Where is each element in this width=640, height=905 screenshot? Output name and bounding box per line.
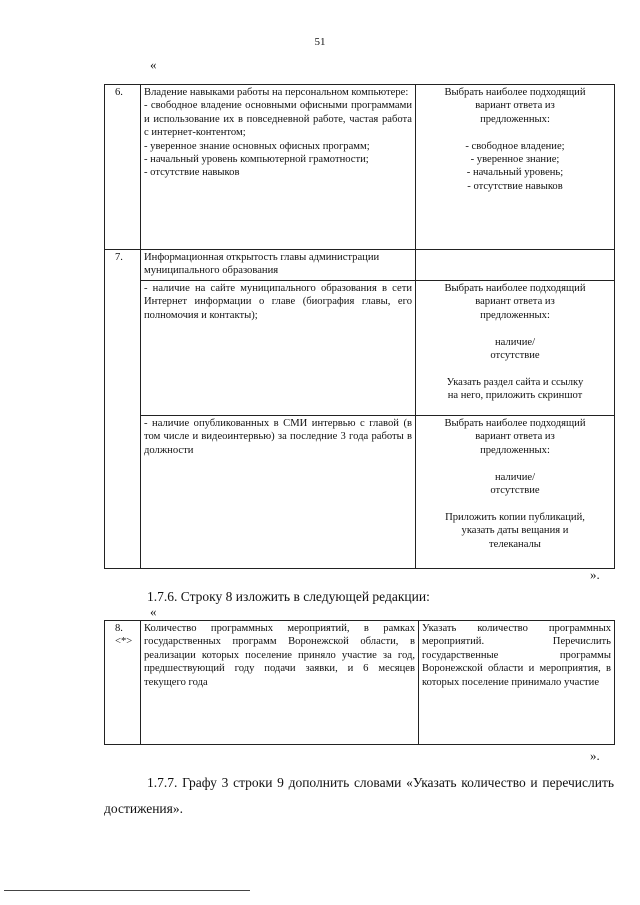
- row-7-sub-2-line: Выбрать наиболее подходящий: [444, 418, 586, 429]
- row-7-sub-1-line: предложенных:: [480, 309, 550, 321]
- row-7-sub-2-instruction: [416, 416, 615, 569]
- row-6-instruction-line: предложенных:: [480, 113, 550, 125]
- spacer: [419, 322, 611, 335]
- table-row-8: [105, 621, 615, 745]
- row-8-footnote-mark: <*>: [115, 636, 133, 648]
- table-row-7-sub-1: [105, 281, 615, 416]
- row-6-instruction-line: вариант ответа из: [475, 100, 555, 112]
- row-8-number-text: 8.: [115, 623, 123, 634]
- row-7-sub-2-line: телеканалы: [489, 538, 541, 550]
- row-6-instruction: [416, 85, 615, 250]
- table-row-6: [105, 85, 615, 250]
- paragraph-1-7-7: 1.7.7. Графу 3 строки 9 дополнить словами «Указать количество и перечислить достижения».: [104, 775, 614, 816]
- paragraph-1-7-6: 1.7.6. Строку 8 изложить в следующей редакции:: [147, 589, 430, 604]
- row-7-sub-2-line: указать даты вещания и: [461, 525, 569, 537]
- row-7-sub-2-line: отсутствие: [490, 485, 540, 497]
- row-6-criterion-line: - отсутствие навыков: [144, 167, 240, 179]
- row-7-sub-2-criterion: - наличие опубликованных в СМИ интервью с главой (в том числе и видеоинтервью) за последние 3 года работы в должности: [141, 416, 416, 569]
- row-6-criterion: [141, 85, 416, 250]
- open-quote-1: «: [150, 57, 157, 72]
- row-7-sub-1-line: вариант ответа из: [475, 296, 555, 308]
- row-6-option: - начальный уровень;: [466, 167, 564, 179]
- row-6-criterion-line: - начальный уровень компьютерной грамотности;: [144, 154, 369, 166]
- footnote-separator: [4, 890, 250, 891]
- row-8-number: [105, 621, 141, 745]
- row-7-sub-1-line: на него, приложить скриншот: [447, 390, 583, 402]
- row-7-sub-1-line: Указать раздел сайта и ссылку: [446, 376, 584, 388]
- row-6-criterion-line: - уверенное знание основных офисных программ;: [144, 140, 370, 152]
- row-6-number: 6.: [105, 85, 141, 250]
- row-7-sub-1-criterion: - наличие на сайте муниципального образования в сети Интернет информации о главе (биография главы, его полномочия и контакты);: [141, 281, 416, 416]
- row-7-sub-2-line: предложенных:: [480, 444, 550, 456]
- criteria-table-1: [104, 84, 615, 569]
- table-row-7-sub-2: [105, 416, 615, 569]
- row-6-option: - отсутствие навыков: [467, 180, 563, 192]
- row-7-header-empty: [416, 250, 615, 281]
- row-7-sub-1-line: отсутствие: [490, 350, 540, 362]
- row-7-sub-1-line: Выбрать наиболее подходящий: [444, 283, 586, 294]
- spacer: [419, 126, 611, 139]
- row-6-instruction-line: Выбрать наиболее подходящий: [444, 87, 586, 98]
- row-7-number: 7.: [105, 250, 141, 569]
- spacer: [419, 497, 611, 510]
- row-7-sub-1-instruction: [416, 281, 615, 416]
- spacer: [419, 457, 611, 470]
- criteria-table-2: [104, 620, 615, 745]
- row-7-sub-2-line: Приложить копии публикаций,: [445, 511, 585, 523]
- close-quote-2: ».: [590, 748, 600, 763]
- row-6-criterion-line: - свободное владение основными офисными программами и использование их в повседневной работе, частая работа с интернет-контентом;: [144, 100, 412, 139]
- row-8-criterion: Количество программных мероприятий, в рамках государственных программ Воронежской области, в реализации которых поселение приняло участие за год, предшествующий году подачи заявки, и 6 месяцев текущего года: [141, 621, 419, 745]
- page-number: 51: [314, 36, 326, 48]
- row-6-option: - свободное владение;: [465, 140, 565, 152]
- row-7-sub-2-line: вариант ответа из: [475, 431, 555, 443]
- row-6-criterion-line: Владение навыками работы на персональном компьютере:: [144, 87, 409, 98]
- open-quote-2: «: [150, 604, 157, 619]
- table-row-7-header: [105, 250, 615, 281]
- close-quote-1: ».: [590, 567, 600, 582]
- row-8-instruction: Указать количество программных мероприятий. Перечислить государственные программы Воронежской области и мероприятия, в которых поселение принимало участие: [419, 621, 615, 745]
- row-6-option: - уверенное знание;: [470, 154, 560, 166]
- row-7-header: Информационная открытость главы администрации муниципального образования: [141, 250, 416, 281]
- row-7-sub-1-line: наличие/: [494, 336, 536, 348]
- row-7-sub-2-line: наличие/: [494, 471, 536, 483]
- spacer: [419, 362, 611, 375]
